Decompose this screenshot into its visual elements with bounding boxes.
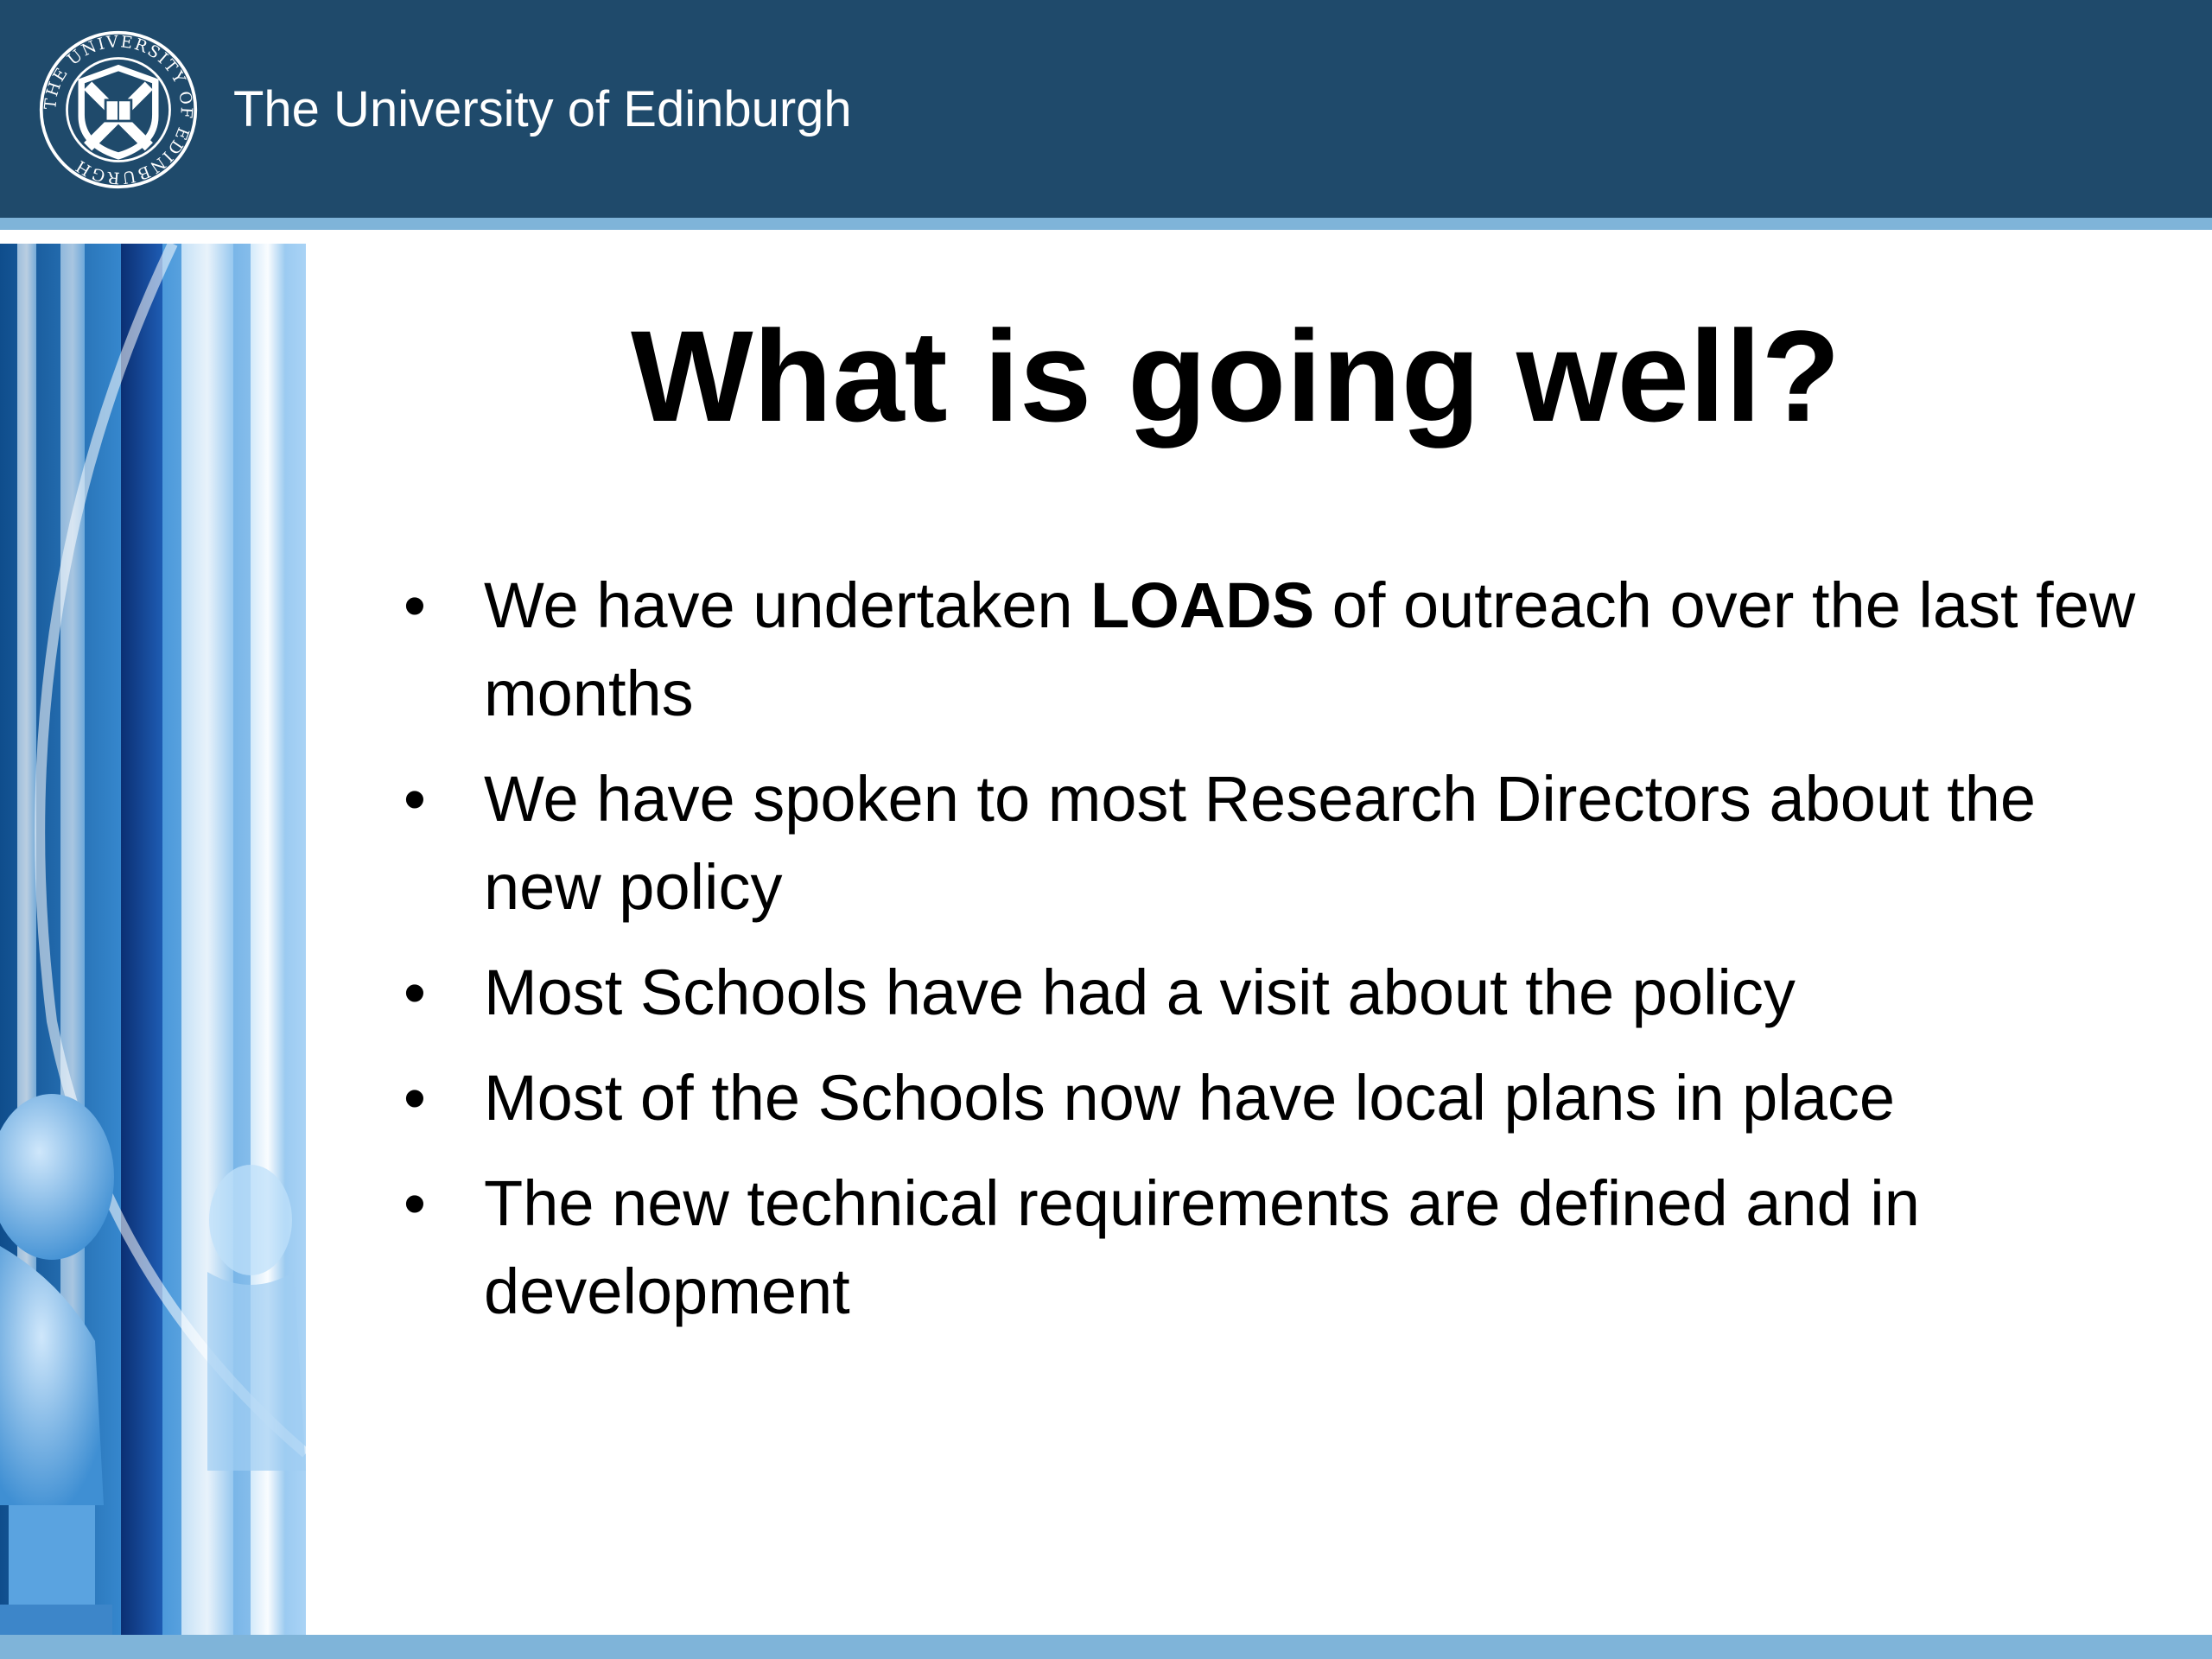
university-name: The University of Edinburgh	[233, 81, 852, 137]
slide-title: What is going well?	[631, 303, 1840, 448]
library-columns-and-bust-photo	[0, 244, 306, 1635]
bullet-item-research-directors	[397, 755, 2143, 931]
bullet-marker: •	[404, 957, 426, 1028]
svg-text:THE UNIVERSITY OF EDINBURGH: THE UNIVERSITY OF EDINBURGH	[41, 33, 195, 187]
university-crest-logo	[38, 29, 199, 190]
bullet-marker: •	[404, 1062, 426, 1134]
bullet-item-technical-requirements	[397, 1160, 2143, 1336]
bullet-text: The new technical requirements are defined and in development	[484, 1167, 1920, 1327]
bullet-list	[397, 562, 2143, 1353]
header-band	[0, 0, 2212, 218]
bullet-marker: •	[404, 763, 426, 835]
bullet-text: Most of the Schools now have local plans in place	[484, 1062, 1896, 1134]
bullet-item-outreach	[397, 562, 2143, 738]
bullet-item-school-visits	[397, 949, 2143, 1037]
bullet-text: We have spoken to most Research Directors about the new policy	[484, 763, 2037, 923]
bullet-text-end: of outreach over the last few months	[484, 569, 2136, 729]
bullet-emphasis: LOADS	[1090, 569, 1315, 641]
bullet-marker: •	[404, 1167, 426, 1239]
bullet-text-start: We have undertaken	[484, 569, 1091, 641]
bullet-marker: •	[404, 569, 426, 641]
footer-stripe	[0, 1635, 2212, 1659]
bullet-text: Most Schools have had a visit about the policy	[484, 957, 1796, 1028]
header-divider	[0, 218, 2212, 230]
bullet-item-local-plans	[397, 1054, 2143, 1142]
